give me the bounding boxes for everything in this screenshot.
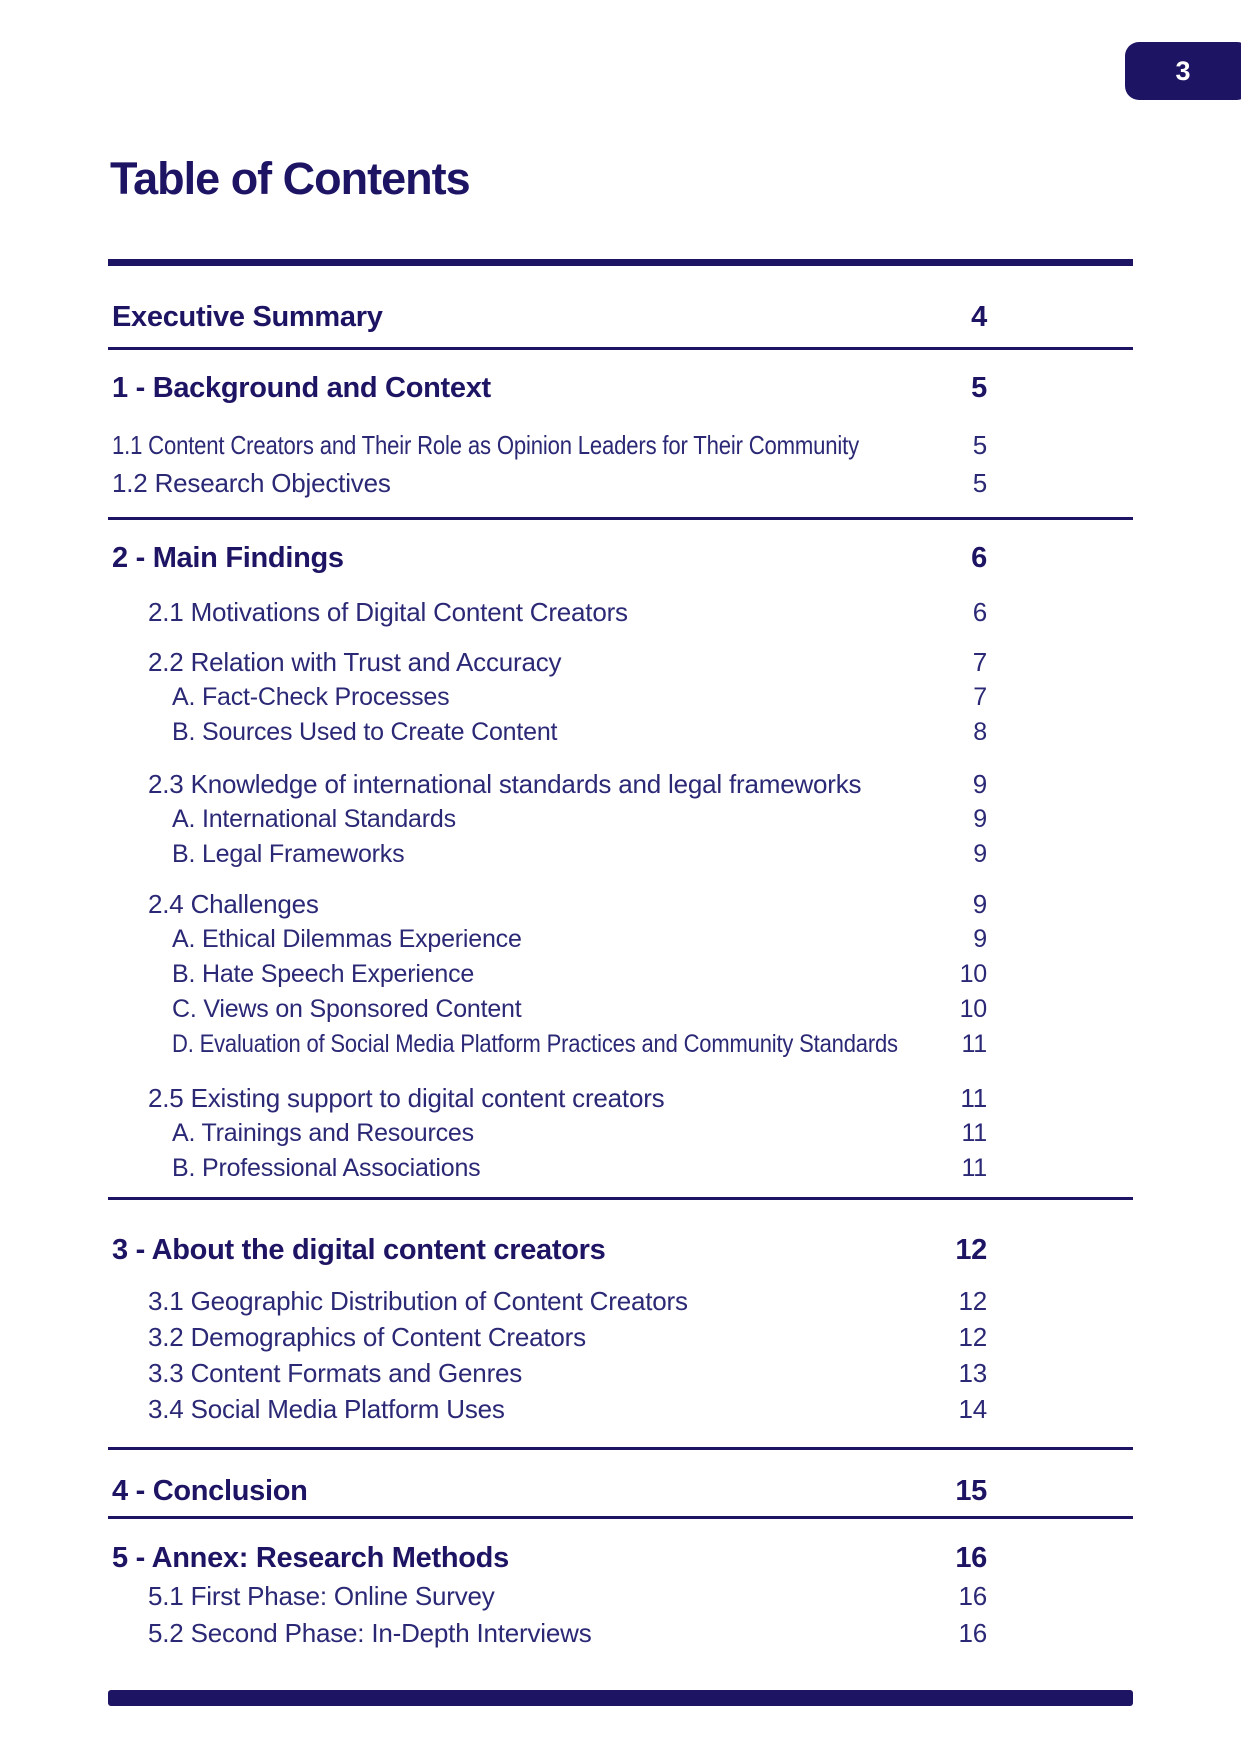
toc-entry-3-4-social-media-platform-uses[interactable] bbox=[108, 1391, 1133, 1427]
toc-page bbox=[108, 0, 1133, 1706]
toc-entry-page: 11 bbox=[961, 1154, 987, 1182]
section-5-items bbox=[108, 1578, 1133, 1652]
toc-entry-label: 2.3 Knowledge of international standards and legal frameworks bbox=[148, 769, 862, 799]
section-2-group-4 bbox=[108, 887, 1133, 1062]
toc-entry-2-5-existing-support[interactable] bbox=[108, 1081, 1133, 1116]
section-2-group-2 bbox=[108, 645, 1133, 750]
toc-entry-label: 3.3 Content Formats and Genres bbox=[148, 1358, 523, 1388]
section-3-items bbox=[108, 1283, 1133, 1427]
toc-entry-label: 3 - About the digital content creators bbox=[112, 1234, 606, 1266]
toc-entry-label: B. Professional Associations bbox=[172, 1154, 481, 1182]
page-number: 3 bbox=[1175, 55, 1191, 86]
section-1-items bbox=[108, 426, 1133, 502]
toc-entry-page: 9 bbox=[973, 925, 987, 953]
toc-entry-page: 11 bbox=[961, 1030, 987, 1058]
toc-entry-5-2-in-depth-interviews[interactable] bbox=[108, 1615, 1133, 1652]
toc-entry-label: 2.1 Motivations of Digital Content Creators bbox=[148, 597, 628, 627]
page-title: Table of Contents bbox=[110, 153, 470, 204]
toc-entry-2-3-b-legal-frameworks[interactable] bbox=[108, 837, 1133, 872]
toc-entry-label: A. International Standards bbox=[172, 805, 456, 833]
section-2-group-1 bbox=[108, 594, 1133, 631]
toc-entry-2-4-b-hate-speech[interactable] bbox=[108, 957, 1133, 992]
section-rule bbox=[108, 1516, 1133, 1519]
toc-entry-2-5-b-professional-associations[interactable] bbox=[108, 1151, 1133, 1186]
toc-entry-page: 14 bbox=[958, 1394, 987, 1424]
toc-entry-page: 12 bbox=[955, 1234, 987, 1266]
toc-entry-1-2-research-objectives[interactable] bbox=[108, 464, 1133, 502]
toc-entry-2-3-knowledge-standards[interactable] bbox=[108, 767, 1133, 802]
toc-entry-page: 16 bbox=[955, 1542, 987, 1574]
toc-entry-page: 9 bbox=[972, 769, 987, 799]
toc-entry-label: A. Fact-Check Processes bbox=[172, 683, 450, 711]
title-rule bbox=[108, 259, 1133, 266]
toc-entry-label: 2.5 Existing support to digital content creators bbox=[148, 1083, 665, 1113]
toc-entry-page: 10 bbox=[959, 960, 987, 988]
toc-entry-label: B. Legal Frameworks bbox=[172, 840, 405, 868]
toc-entry-2-4-c-sponsored-content[interactable] bbox=[108, 992, 1133, 1027]
toc-entry-executive-summary[interactable] bbox=[108, 298, 1133, 336]
toc-entry-label: 2 - Main Findings bbox=[112, 542, 344, 574]
toc-entry-label: 1.1 Content Creators and Their Role as Opinion Leaders for Their Community bbox=[112, 430, 859, 460]
footer-rule bbox=[108, 1690, 1133, 1706]
toc-entry-page: 4 bbox=[971, 301, 987, 333]
toc-entry-label: B. Hate Speech Experience bbox=[172, 960, 475, 988]
toc-entry-1-1-content-creators-role[interactable] bbox=[108, 426, 1133, 464]
toc-entry-label: A. Trainings and Resources bbox=[172, 1119, 474, 1147]
section-2-group-3 bbox=[108, 767, 1133, 872]
toc-entry-section-5-annex-research-methods[interactable] bbox=[108, 1538, 1133, 1578]
toc-entry-label: 3.4 Social Media Platform Uses bbox=[148, 1394, 505, 1424]
toc-entry-3-3-content-formats-genres[interactable] bbox=[108, 1355, 1133, 1391]
toc-entry-section-4-conclusion[interactable] bbox=[108, 1471, 1133, 1511]
toc-entry-3-1-geographic-distribution[interactable] bbox=[108, 1283, 1133, 1319]
toc-entry-2-2-a-fact-check-processes[interactable] bbox=[108, 680, 1133, 715]
toc-entry-page: 8 bbox=[973, 718, 987, 746]
toc-entry-label: D. Evaluation of Social Media Platform Practices and Community Standards bbox=[172, 1030, 898, 1058]
toc-entry-page: 9 bbox=[973, 805, 987, 833]
toc-entry-3-2-demographics[interactable] bbox=[108, 1319, 1133, 1355]
toc-entry-label: 5 - Annex: Research Methods bbox=[112, 1542, 509, 1574]
toc-entry-5-1-online-survey[interactable] bbox=[108, 1578, 1133, 1615]
toc-entry-2-4-challenges[interactable] bbox=[108, 887, 1133, 922]
toc-entry-page: 9 bbox=[973, 840, 987, 868]
toc-entry-2-4-d-platform-practices[interactable] bbox=[108, 1027, 1133, 1062]
section-rule bbox=[108, 347, 1133, 350]
toc-entry-label: 3.2 Demographics of Content Creators bbox=[148, 1322, 586, 1352]
toc-entry-label: C. Views on Sponsored Content bbox=[172, 995, 522, 1023]
toc-entry-2-4-a-ethical-dilemmas[interactable] bbox=[108, 922, 1133, 957]
toc-entry-page: 12 bbox=[958, 1286, 987, 1316]
toc-entry-label: A. Ethical Dilemmas Experience bbox=[172, 925, 522, 953]
toc-entry-2-3-a-international-standards[interactable] bbox=[108, 802, 1133, 837]
toc-entry-page: 11 bbox=[961, 1119, 987, 1147]
toc-entry-label: 1.2 Research Objectives bbox=[112, 468, 391, 498]
toc-entry-label: 2.2 Relation with Trust and Accuracy bbox=[148, 647, 562, 677]
toc-entry-page: 7 bbox=[973, 683, 987, 711]
toc-entry-2-2-trust-and-accuracy[interactable] bbox=[108, 645, 1133, 680]
toc-entry-2-5-a-trainings-resources[interactable] bbox=[108, 1116, 1133, 1151]
toc-entry-section-2-main-findings[interactable] bbox=[108, 538, 1133, 578]
toc-entry-2-2-b-sources-used[interactable] bbox=[108, 715, 1133, 750]
toc-entry-page: 11 bbox=[960, 1083, 987, 1113]
section-rule bbox=[108, 1447, 1133, 1450]
toc-entry-page: 13 bbox=[958, 1358, 987, 1388]
toc-entry-label: 5.2 Second Phase: In-Depth Interviews bbox=[148, 1618, 592, 1648]
toc-entry-page: 5 bbox=[971, 372, 987, 404]
toc-entry-label: 1 - Background and Context bbox=[112, 372, 491, 404]
toc-entry-page: 5 bbox=[972, 468, 987, 498]
toc-entry-section-3-about-creators[interactable] bbox=[108, 1230, 1133, 1270]
toc-entry-page: 12 bbox=[958, 1322, 987, 1352]
toc-entry-label: B. Sources Used to Create Content bbox=[172, 718, 558, 746]
toc-entry-label: 5.1 First Phase: Online Survey bbox=[148, 1581, 495, 1611]
toc-entry-page: 16 bbox=[958, 1618, 987, 1648]
toc-entry-2-1-motivations[interactable] bbox=[108, 594, 1133, 631]
toc-entry-label: Executive Summary bbox=[112, 301, 383, 333]
toc-entry-page: 6 bbox=[972, 597, 987, 627]
page-number-badge bbox=[1125, 42, 1241, 100]
section-rule bbox=[108, 1197, 1133, 1200]
toc-entry-page: 7 bbox=[972, 647, 987, 677]
toc-entry-label: 2.4 Challenges bbox=[148, 889, 319, 919]
toc-entry-label: 3.1 Geographic Distribution of Content Creators bbox=[148, 1286, 688, 1316]
toc-entry-page: 15 bbox=[955, 1475, 987, 1507]
toc-entry-page: 6 bbox=[971, 542, 987, 574]
toc-entry-page: 16 bbox=[958, 1581, 987, 1611]
toc-entry-page: 10 bbox=[959, 995, 987, 1023]
toc-entry-page: 5 bbox=[972, 430, 987, 460]
toc-entry-label: 4 - Conclusion bbox=[112, 1475, 308, 1507]
section-2-group-5 bbox=[108, 1081, 1133, 1186]
toc-entry-page: 9 bbox=[972, 889, 987, 919]
toc-entry-section-1-background-and-context[interactable] bbox=[108, 368, 1133, 408]
section-rule bbox=[108, 517, 1133, 520]
